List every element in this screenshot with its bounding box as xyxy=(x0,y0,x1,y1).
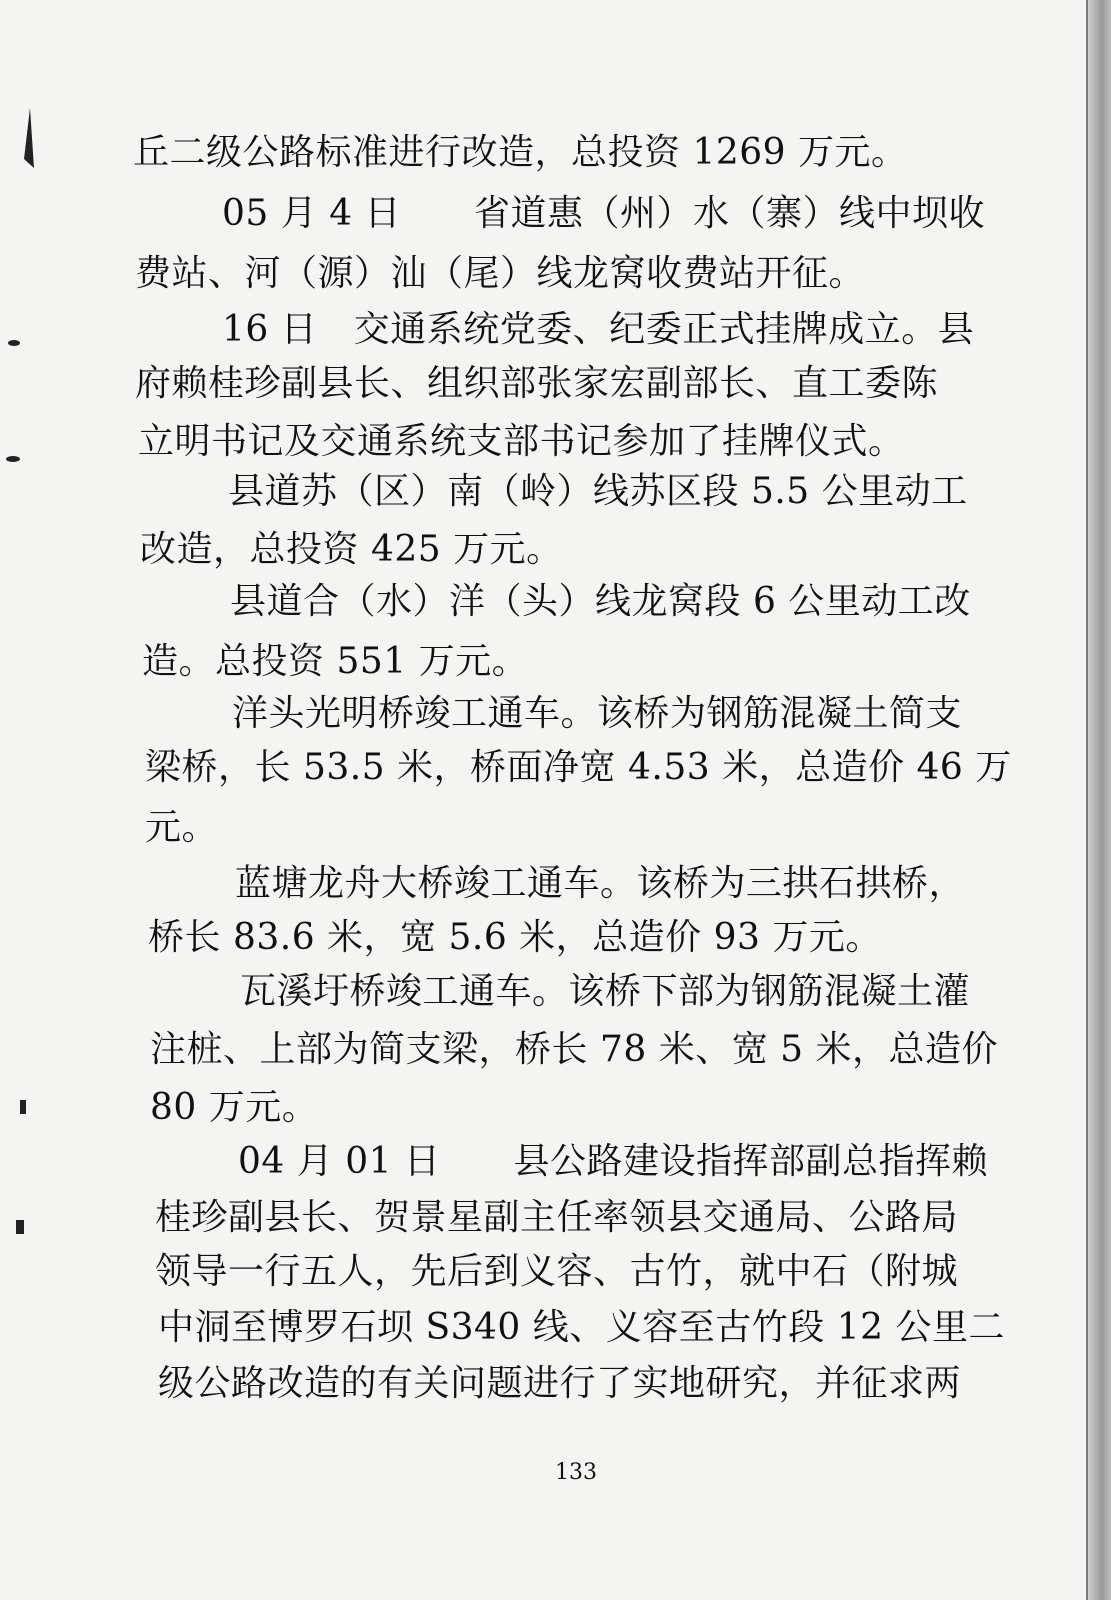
text-line: 瓦溪圩桥竣工通车。该桥下部为钢筋混凝土灌 xyxy=(240,971,971,1012)
text-line: 改造，总投资 425 万元。 xyxy=(140,529,563,570)
text-line: 04 月 01 日 县公路建设指挥部副总指挥赖 xyxy=(238,1141,988,1182)
page-number: 133 xyxy=(555,1460,597,1485)
text-line: 桥长 83.6 米，宽 5.6 米，总造价 93 万元。 xyxy=(148,917,882,958)
text-line: 中洞至博罗石坝 S340 线、义容至古竹段 12 公里二 xyxy=(158,1307,1005,1348)
text-line: 梁桥，长 53.5 米，桥面净宽 4.53 米，总造价 46 万 xyxy=(145,747,1012,788)
text-line: 桂珍副县长、贺景星副主任率领县交通局、公路局 xyxy=(155,1197,959,1238)
text-line: 县道合（水）洋（头）线龙窝段 6 公里动工改 xyxy=(230,581,971,622)
text-line: 丘二级公路标准进行改造，总投资 1269 万元。 xyxy=(133,132,908,173)
text-line: 16 日 交通系统党委、纪委正式挂牌成立。县 xyxy=(222,309,975,350)
text-line: 费站、河（源）汕（尾）线龙窝收费站开征。 xyxy=(135,253,866,294)
text-line: 注桩、上部为简支梁，桥长 78 米、宽 5 米，总造价 xyxy=(150,1029,998,1070)
text-line: 元。 xyxy=(145,807,219,848)
text-line: 80 万元。 xyxy=(150,1087,319,1128)
text-line: 领导一行五人，先后到义容、古竹，就中石（附城 xyxy=(155,1251,959,1292)
text-line: 洋头光明桥竣工通车。该桥为钢筋混凝土简支 xyxy=(232,693,963,734)
text-line: 立明书记及交通系统支部书记参加了挂牌仪式。 xyxy=(138,421,905,462)
text-line: 级公路改造的有关问题进行了实地研究，并征求两 xyxy=(158,1363,962,1404)
text-line: 蓝塘龙舟大桥竣工通车。该桥为三拱石拱桥， xyxy=(235,863,966,904)
text-line: 造。总投资 551 万元。 xyxy=(142,641,529,682)
text-line: 县道苏（区）南（岭）线苏区段 5.5 公里动工 xyxy=(228,471,968,512)
text-line: 05 月 4 日 省道惠（州）水（寨）线中坝收 xyxy=(222,193,986,234)
text-line: 府赖桂珍副县长、组织部张家宏副部长、直工委陈 xyxy=(135,363,939,404)
